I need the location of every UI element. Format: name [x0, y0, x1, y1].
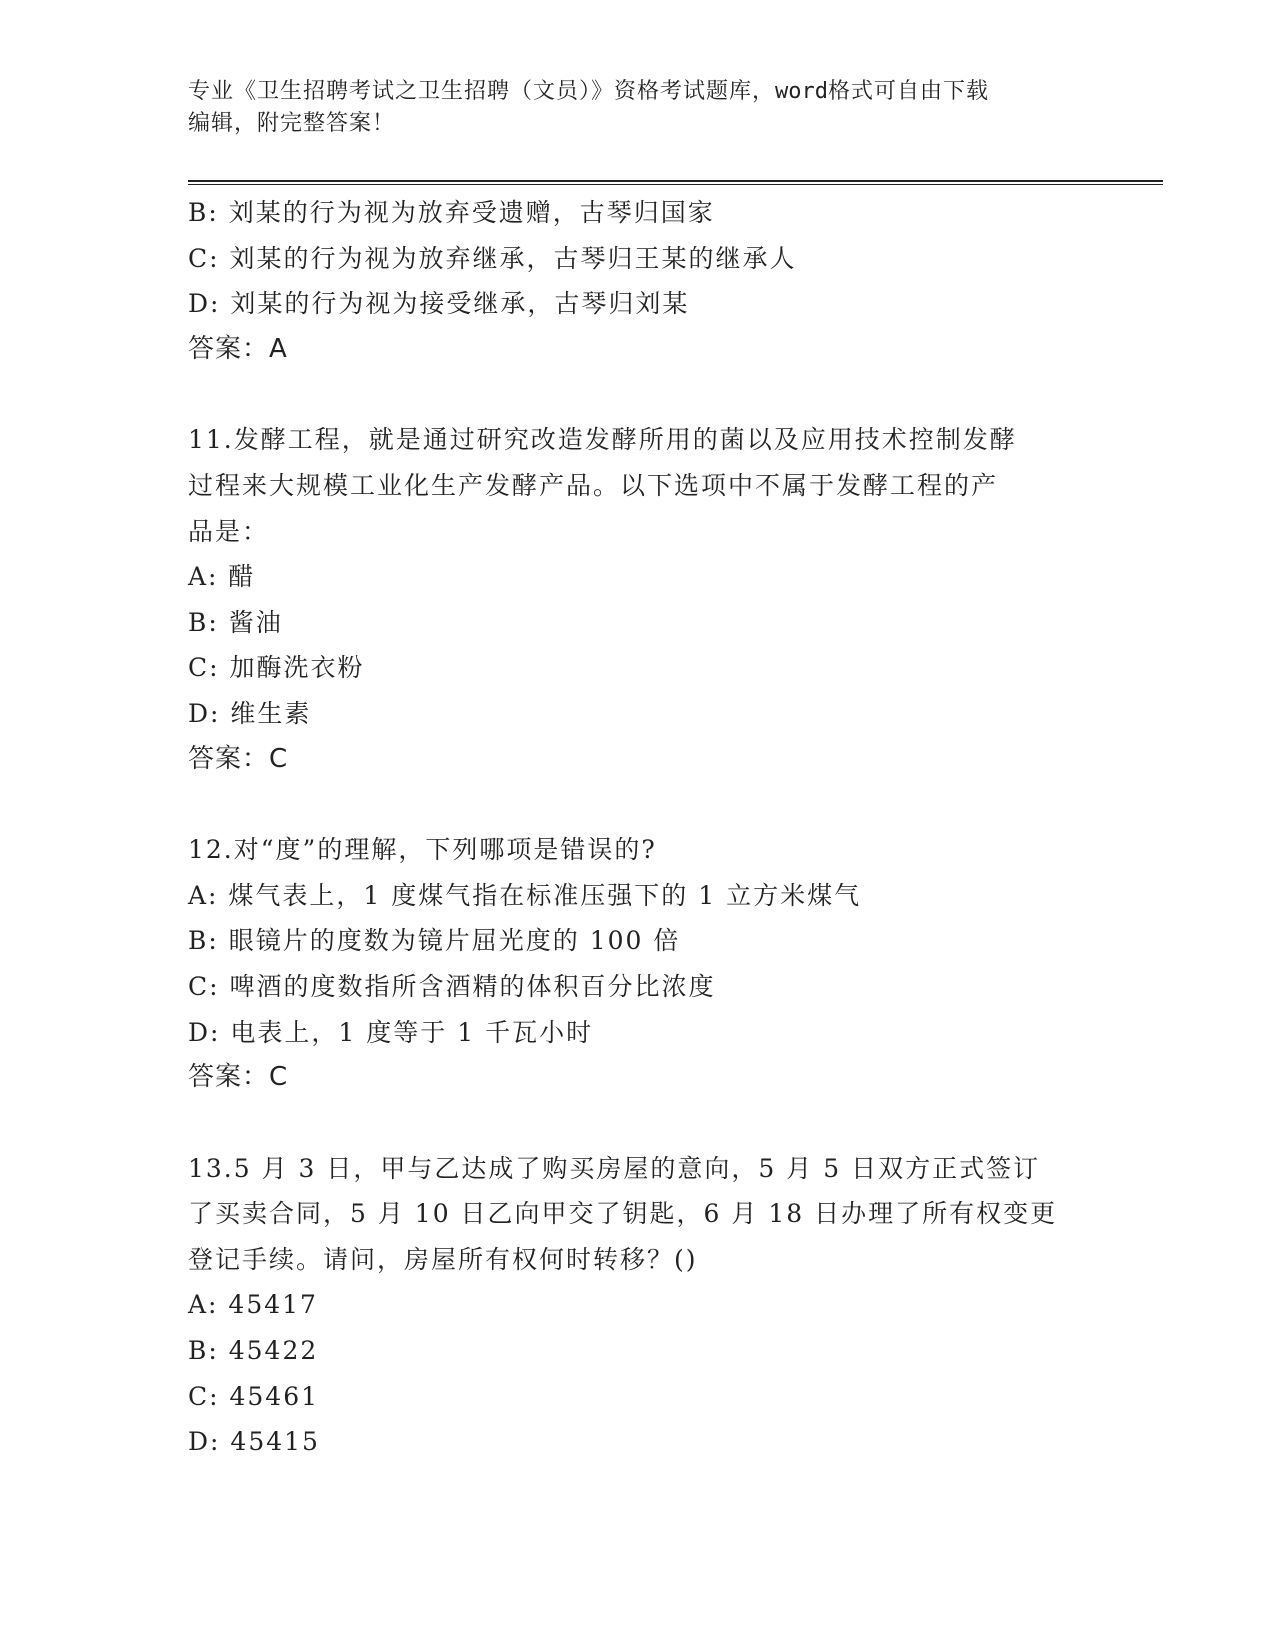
question-stem-line: 13.5 月 3 日，甲与乙达成了购买房屋的意向，5 月 5 日双方正式签订: [188, 1153, 1041, 1183]
option-b: B: 45422: [188, 1336, 319, 1366]
question-stem-line: 品是：: [188, 516, 270, 546]
question-stem-line: 了买卖合同，5 月 10 日乙向甲交了钥匙，6 月 18 日办理了所有权变更: [188, 1199, 1058, 1229]
answer-line: 答案：C: [188, 1062, 289, 1093]
question-stem-line: 12.对“度”的理解，下列哪项是错误的?: [188, 835, 657, 865]
question-stem-line: 过程来大规模工业化生产发酵产品。以下选项中不属于发酵工程的产: [188, 470, 999, 500]
option-c: C: 刘某的行为视为放弃继承，古琴归王某的继承人: [188, 243, 797, 273]
header-line-1: [188, 76, 1088, 108]
document-header: [188, 76, 1088, 140]
header-word-keyword: word: [775, 79, 828, 104]
header-line-1-pre: 专业《卫生招聘考试之卫生招聘（文员）》资格考试题库，: [188, 79, 776, 104]
header-line-1-post: 格式可自由下载: [828, 79, 990, 104]
option-d: D: 电表上，1 度等于 1 千瓦小时: [188, 1017, 594, 1047]
answer-line: 答案：C: [188, 743, 289, 774]
option-a: A: 煤气表上，1 度煤气指在标准压强下的 1 立方米煤气: [188, 880, 862, 910]
question-stem-line: 登记手续。请问，房屋所有权何时转移？(): [188, 1244, 698, 1274]
spacer: [188, 782, 1088, 827]
option-b: B: 刘某的行为视为放弃受遗赠，古琴归国家: [188, 198, 715, 227]
spacer: [188, 372, 1088, 417]
question-12-block: [188, 827, 1088, 1101]
option-a: A: 45417: [188, 1290, 318, 1320]
option-d: D: 刘某的行为视为接受继承，古琴归刘某: [188, 289, 690, 319]
question-content: [188, 190, 1088, 1465]
option-c: C: 加酶洗衣粉: [188, 653, 365, 683]
option-c: C: 45461: [188, 1381, 320, 1411]
option-b: B: 眼镜片的度数为镜片屈光度的 100 倍: [188, 926, 681, 956]
spacer: [188, 1101, 1088, 1146]
question-11-block: [188, 417, 1088, 782]
question-stem-line: 11.发酵工程，就是通过研究改造发酵所用的菌以及应用技术控制发酵: [188, 425, 1017, 455]
option-d: D: 45415: [188, 1427, 320, 1457]
option-b: B: 酱油: [188, 607, 283, 637]
option-d: D: 维生素: [188, 698, 312, 728]
previous-question-block: [188, 190, 1088, 372]
question-13-block: [188, 1146, 1088, 1465]
header-divider: [188, 180, 1163, 185]
header-line-2: 编辑，附完整答案！: [188, 111, 396, 136]
answer-line: 答案：A: [188, 333, 288, 364]
option-a: A: 醋: [188, 562, 256, 592]
option-c: C: 啤酒的度数指所含酒精的体积百分比浓度: [188, 971, 716, 1001]
